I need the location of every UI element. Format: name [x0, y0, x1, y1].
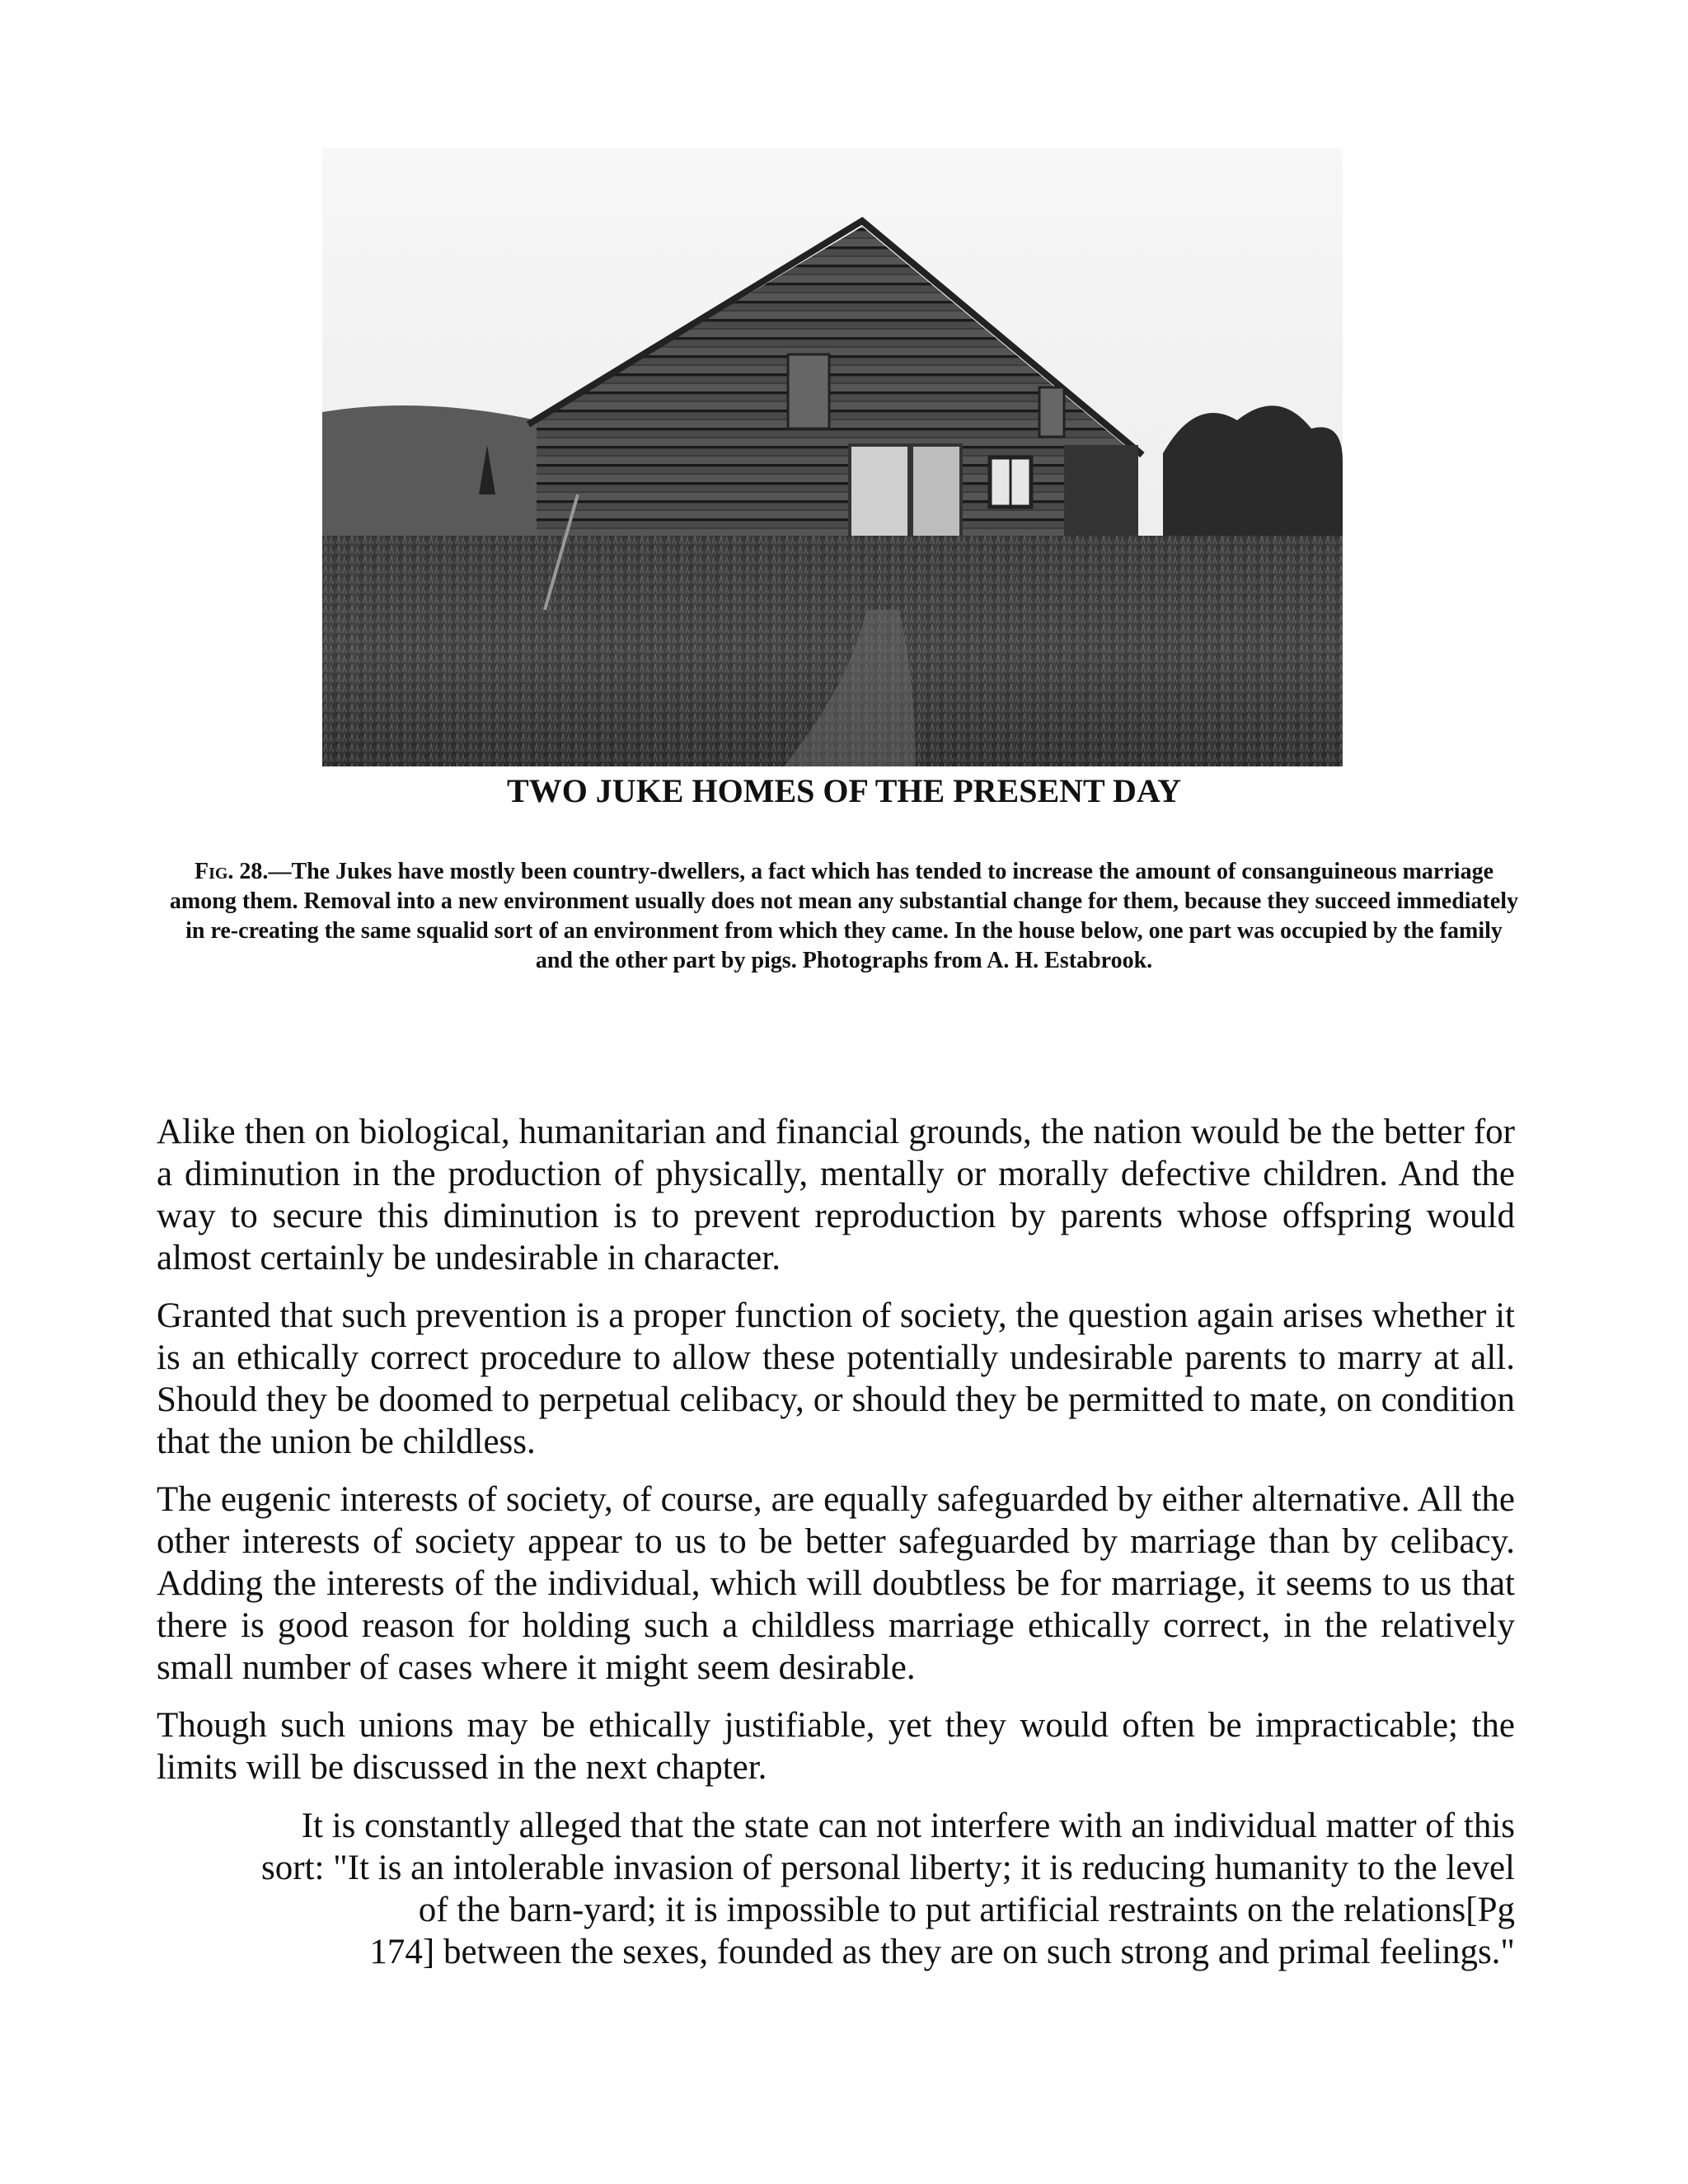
quote-line: 174] between the sexes, founded as they are on such strong and primal feelings." [369, 1933, 1515, 1971]
figure-caption-text: —The Jukes have mostly been country-dwellers, a fact which has tended to increase the amount of consanguineous marriage among them. Removal into a new environment usually does not mean any substantial change for them, because they succeed immediately in re-creating the same squalid sort of an environment from which they came. In the house below, one part was occupied by the family and the other part by pigs. Photographs from A. H. Estabrook. [169, 859, 1519, 973]
figure-caption [165, 857, 1523, 976]
paragraph: Granted that such prevention is a proper function of society, the question again arises whether it is an ethically correct procedure to allow these potentially undesirable parents to marry at all. Should they be doomed to perpetual celibacy, or should they be permitted to mate, on condition that the union be childless. [157, 1296, 1515, 1461]
figure-title: TWO JUKE HOMES OF THE PRESENT DAY [507, 772, 1181, 809]
quote-line: sort: "It is an intolerable invasion of personal liberty; it is reducing humanity to the level [260, 1849, 1515, 1887]
paragraph: Though such unions may be ethically justifiable, yet they would often be impracticable; the limits will be discussed in the next chapter. [157, 1706, 1515, 1787]
body-text [157, 1111, 1515, 1804]
quote-line: It is constantly alleged that the state can not interfere with an individual matter of this [301, 1807, 1515, 1845]
figure-label: Fig. 28. [194, 859, 269, 884]
quoted-passage [157, 1805, 1515, 1973]
house-photo-image [322, 148, 1343, 766]
quote-line: of the barn-yard; it is impossible to put artificial restraints on the relations[Pg [418, 1891, 1515, 1929]
paragraph: The eugenic interests of society, of course, are equally safeguarded by either alternative. All the other interests of society appear to us to be better safeguarded by marriage than by celibacy. Adding the interests of the individual, which will doubtless be for marriage, it seems to us that there is good reason for holding such a childless marriage ethically correct, in the relatively small number of cases where it might seem desirable. [157, 1480, 1515, 1687]
paragraph: Alike then on biological, humanitarian and financial grounds, the nation would be the better for a diminution in the production of physically, mentally or morally defective children. And the way to secure this diminution is to prevent reproduction by parents whose offspring would almost certainly be undesirable in character. [157, 1113, 1515, 1277]
house-photograph [322, 148, 1343, 766]
